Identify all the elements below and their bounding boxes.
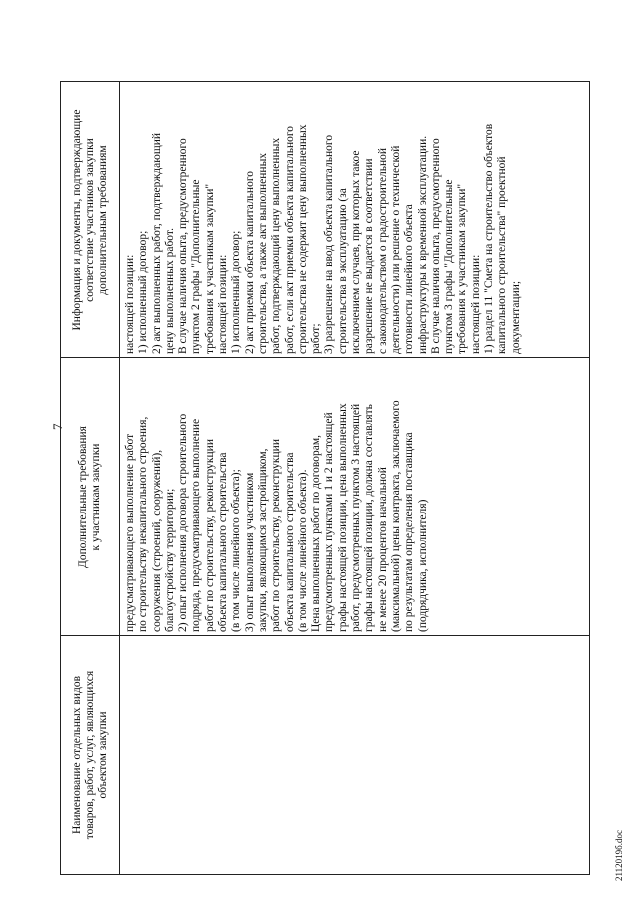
header-col-additional-requirements [61, 358, 119, 636]
text-line: 1) исполненный договор; [137, 230, 150, 354]
text-line: строительства, а также акт выполненных [256, 152, 269, 354]
text-line: (максимальной) цены контракта, заключаемого [389, 400, 402, 632]
text-line: 1) раздел 11 "Смета на строительство объектов [483, 123, 496, 354]
page-number: 7 [50, 423, 65, 430]
header-text-line: дополнительным требованиям [96, 145, 109, 295]
text-line: работ, предусмотренных пунктом 3 настоящей [350, 403, 363, 632]
text-line: сооружения (строений, сооружений), [150, 449, 163, 632]
text-line: 3) опыт выполнения участником [243, 472, 256, 632]
text-line: работ по строительству, реконструкции [203, 439, 216, 632]
text-line: деятельности) или решение о технической [389, 145, 402, 354]
text-line: готовности линейного объекта [403, 204, 416, 354]
text-line: инфраструктуры к временной эксплуатации. [416, 135, 429, 354]
text-line: благоустройству территории; [163, 488, 176, 632]
text-line: 2) опыт исполнения договора строительного [177, 413, 190, 632]
text-line: 2) акт выполненных работ, подтверждающий [150, 133, 163, 354]
text-line: по результатам определения поставщика [403, 432, 416, 632]
text-line: строительства не содержит цену выполненных [296, 124, 309, 354]
text-line: графы настоящей позиции, цена выполненных [336, 403, 349, 632]
text-line: В случае наличия опыта, предусмотренного [429, 138, 442, 354]
text-line: работ, подтверждающий цену выполненных [270, 137, 283, 354]
header-col-item-types [61, 636, 119, 874]
header-text-line: Наименование отдельных видов [70, 675, 83, 835]
text-line: (в том числе линейного объекта); [230, 469, 243, 632]
document-code: 2112019б.doc [614, 830, 624, 881]
text-line: предусматривающего выполнение работ [124, 433, 136, 632]
text-line: исключением случаев, при которых такое [350, 150, 363, 354]
text-line: требования к участникам закупки" [456, 183, 469, 354]
cell-additional-requirements [124, 362, 430, 632]
text-line: разрешение не выдается в соответствии [363, 158, 376, 354]
text-line: Цена выполненных работ по договорам, [310, 435, 323, 632]
text-line: (в том числе линейного объекта). [296, 469, 309, 632]
header-text-line: объектом закупки [96, 711, 109, 799]
text-line: с законодательством о градостроительной [376, 147, 389, 354]
text-line: требования к участникам закупки" [203, 183, 216, 354]
requirements-table [60, 81, 590, 875]
text-line: строительства в эксплуатацию (за [336, 188, 349, 354]
column-divider-1 [61, 635, 589, 636]
text-line: настоящей позиции: [469, 254, 482, 354]
header-text-line: Информация и документы, подтверждающие [70, 109, 83, 331]
text-line: 2) акт приемки объекта капитального [243, 170, 256, 354]
text-line: графы настоящей позиции, должна составлять [363, 404, 376, 632]
text-line: работ; [310, 323, 323, 354]
text-line: работ, если акт приемки объекта капитального [283, 125, 296, 354]
text-line: пунктом 2 графы "Дополнительные [190, 179, 203, 354]
header-text-line: Дополнительные требования [77, 426, 89, 568]
header-text-line: к участникам закупки [90, 443, 102, 551]
text-line: не менее 20 процентов начальной [376, 467, 389, 632]
text-line: работ по строительству, реконструкции [270, 439, 283, 632]
text-line: объекта капитального строительства [217, 452, 230, 632]
header-col-confirming-documents [61, 82, 119, 358]
column-divider-2 [61, 357, 589, 358]
text-line: объекта капитального строительства [283, 452, 296, 632]
header-divider [119, 82, 120, 874]
text-line: закупки, являющимся застройщиком, [256, 448, 269, 632]
text-line: подряда, предусматривающего выполнение [190, 418, 203, 632]
text-line: настоящей позиции: [217, 254, 230, 354]
text-line: документации; [509, 280, 522, 354]
text-line: предусмотренных пунктами 1 и 2 настоящей [323, 412, 336, 632]
cell-confirming-documents [124, 86, 523, 354]
text-line: (подрядчика, исполнителя) [416, 499, 429, 632]
text-line: 3) разрешение на ввод объекта капитального [323, 134, 336, 354]
text-line: В случае наличия опыта, предусмотренного [177, 138, 190, 354]
header-text-line: товаров, работ, услуг, являющихся [83, 670, 96, 840]
text-line: капитального строительства" проектной [496, 156, 509, 354]
header-text-line: соответствие участников закупки [83, 138, 96, 302]
text-line: цену выполненных работ. [163, 228, 176, 354]
text-line: настоящей позиции: [124, 254, 136, 354]
text-line: пунктом 3 графы "Дополнительные [443, 179, 456, 354]
text-line: 1) исполненный договор; [230, 230, 243, 354]
text-line: по строительству некапитального строения, [137, 416, 150, 632]
